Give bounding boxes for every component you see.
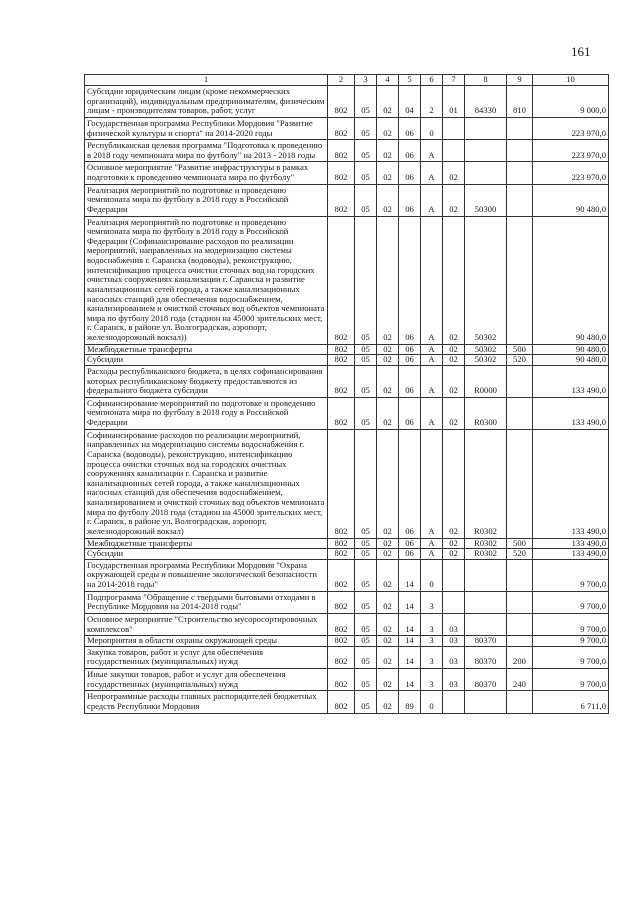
cell-program: 06 <box>399 162 421 184</box>
cell-name: Республиканская целевая программа "Подготовка к проведению в 2018 году чемпионата мира по футболу" на 2013 - 2018 годы <box>85 140 328 162</box>
cell-program: 06 <box>399 216 421 344</box>
table-body <box>85 86 609 714</box>
cell-name: Субсидии <box>85 549 328 560</box>
cell-amount: 133 490,0 <box>533 549 609 560</box>
cell-subprogram: 0 <box>421 559 443 591</box>
cell-section: 05 <box>355 162 377 184</box>
cell-section: 05 <box>355 669 377 691</box>
table-row <box>85 429 609 538</box>
cell-subsection: 02 <box>377 355 399 366</box>
cell-expense-type: 200 <box>507 646 533 668</box>
cell-direction <box>465 613 507 635</box>
cell-event <box>443 591 465 613</box>
cell-subsection: 02 <box>377 117 399 139</box>
cell-section: 05 <box>355 591 377 613</box>
cell-amount: 90 480,0 <box>533 216 609 344</box>
cell-direction: 50300 <box>465 184 507 216</box>
cell-ministry: 802 <box>328 184 355 216</box>
cell-program: 06 <box>399 397 421 429</box>
cell-program: 14 <box>399 613 421 635</box>
cell-expense-type: 500 <box>507 344 533 355</box>
cell-section: 05 <box>355 613 377 635</box>
cell-event: 03 <box>443 669 465 691</box>
cell-subprogram: А <box>421 162 443 184</box>
cell-name: Государственная программа Республики Мордовия "Развитие физической культуры и спорта" на 2014-2020 годы <box>85 117 328 139</box>
cell-subsection: 02 <box>377 691 399 713</box>
table-row <box>85 613 609 635</box>
header-row <box>85 75 609 86</box>
column-header-program: 5 <box>399 75 421 86</box>
cell-expense-type <box>507 613 533 635</box>
cell-amount: 223 970,0 <box>533 117 609 139</box>
cell-subprogram: А <box>421 184 443 216</box>
cell-event: 02 <box>443 365 465 397</box>
cell-expense-type <box>507 365 533 397</box>
cell-expense-type: 810 <box>507 86 533 118</box>
table-row <box>85 669 609 691</box>
cell-subprogram: А <box>421 344 443 355</box>
cell-ministry: 802 <box>328 549 355 560</box>
cell-name: Мероприятия в области охраны окружающей среды <box>85 636 328 647</box>
table-row <box>85 184 609 216</box>
cell-subsection: 02 <box>377 559 399 591</box>
page-number: 161 <box>571 44 591 59</box>
cell-subsection: 02 <box>377 429 399 538</box>
cell-subsection: 02 <box>377 86 399 118</box>
table-row <box>85 636 609 647</box>
table-row <box>85 397 609 429</box>
cell-ministry: 802 <box>328 613 355 635</box>
cell-name: Софинансирование расходов по реализации мероприятий, направленных на модернизацию системы водоснабжения г. Саранска (водоводы), реконструкцию, интенсификацию процесса очистки сточных вод на городских очистных сооружениях канализации г. Саранска и развитие канализационных сетей города, а также канализационных насосных станций для обеспечения водоснабжением, канализированием и очисткой сточных вод объектов чемпионата мира по футболу 2018 года (стадион на 45000 зрительских мест, г. Саранск, в районе ул. Волгоградская, аэропорт, железнодорожный вокзал) <box>85 429 328 538</box>
cell-program: 14 <box>399 591 421 613</box>
table-row <box>85 162 609 184</box>
cell-subsection: 02 <box>377 549 399 560</box>
table-row <box>85 549 609 560</box>
cell-direction <box>465 117 507 139</box>
cell-section: 05 <box>355 559 377 591</box>
table-row <box>85 538 609 549</box>
cell-name: Реализация мероприятий по подготовке и проведению чемпионата мира по футболу в 2018 году в Российской Федерации <box>85 184 328 216</box>
cell-section: 05 <box>355 549 377 560</box>
cell-subprogram: А <box>421 429 443 538</box>
table-row <box>85 365 609 397</box>
cell-event <box>443 559 465 591</box>
budget-table <box>84 74 609 714</box>
cell-amount: 9 700,0 <box>533 669 609 691</box>
cell-subprogram: А <box>421 397 443 429</box>
cell-subsection: 02 <box>377 669 399 691</box>
cell-subsection: 02 <box>377 365 399 397</box>
cell-name: Государственная программа Республики Мордовия "Охрана окружающей среды и повышение экологической безопасности на 2014-2018 годы" <box>85 559 328 591</box>
column-header-amount: 10 <box>533 75 609 86</box>
cell-expense-type <box>507 117 533 139</box>
cell-name: Расходы республиканского бюджета, в целях софинансирования которых республиканскому бюджету предоставляются из федерального бюджета субсидии <box>85 365 328 397</box>
cell-program: 06 <box>399 355 421 366</box>
cell-ministry: 802 <box>328 162 355 184</box>
column-header-ministry: 2 <box>328 75 355 86</box>
cell-amount: 133 490,0 <box>533 365 609 397</box>
column-header-expense-type: 9 <box>507 75 533 86</box>
cell-direction: R0302 <box>465 429 507 538</box>
cell-subsection: 02 <box>377 344 399 355</box>
cell-section: 05 <box>355 355 377 366</box>
cell-event: 02 <box>443 538 465 549</box>
cell-direction <box>465 162 507 184</box>
cell-subprogram: А <box>421 549 443 560</box>
table-row <box>85 344 609 355</box>
cell-amount: 9 700,0 <box>533 559 609 591</box>
cell-subprogram: 3 <box>421 646 443 668</box>
cell-section: 05 <box>355 365 377 397</box>
cell-expense-type: 520 <box>507 549 533 560</box>
cell-program: 89 <box>399 691 421 713</box>
cell-program: 14 <box>399 559 421 591</box>
cell-section: 05 <box>355 216 377 344</box>
cell-event: 02 <box>443 397 465 429</box>
cell-section: 05 <box>355 538 377 549</box>
cell-subsection: 02 <box>377 538 399 549</box>
cell-subprogram: 3 <box>421 613 443 635</box>
cell-program: 04 <box>399 86 421 118</box>
table-row <box>85 355 609 366</box>
cell-subsection: 02 <box>377 162 399 184</box>
cell-program: 06 <box>399 429 421 538</box>
cell-direction: 80370 <box>465 646 507 668</box>
cell-subprogram: А <box>421 216 443 344</box>
cell-section: 05 <box>355 86 377 118</box>
cell-event: 02 <box>443 355 465 366</box>
cell-ministry: 802 <box>328 591 355 613</box>
column-header-subprogram: 6 <box>421 75 443 86</box>
cell-name: Непрограммные расходы главных распорядителей бюджетных средств Республики Мордовия <box>85 691 328 713</box>
cell-expense-type <box>507 184 533 216</box>
cell-name: Подпрограмма "Обращение с твердыми бытовыми отходами в Республике Мордовия на 2014-2018 годы" <box>85 591 328 613</box>
cell-ministry: 802 <box>328 117 355 139</box>
cell-program: 06 <box>399 549 421 560</box>
cell-ministry: 802 <box>328 669 355 691</box>
cell-event <box>443 117 465 139</box>
cell-program: 06 <box>399 344 421 355</box>
cell-expense-type <box>507 591 533 613</box>
cell-amount: 9 700,0 <box>533 591 609 613</box>
table-header <box>85 75 609 86</box>
cell-program: 14 <box>399 636 421 647</box>
table-row <box>85 559 609 591</box>
cell-direction: R0302 <box>465 549 507 560</box>
cell-section: 05 <box>355 636 377 647</box>
cell-program: 06 <box>399 117 421 139</box>
table-row <box>85 117 609 139</box>
cell-amount: 90 480,0 <box>533 344 609 355</box>
cell-amount: 9 700,0 <box>533 636 609 647</box>
cell-ministry: 802 <box>328 397 355 429</box>
cell-section: 05 <box>355 117 377 139</box>
column-header-event: 7 <box>443 75 465 86</box>
cell-event: 02 <box>443 162 465 184</box>
cell-name: Межбюджетные трансферты <box>85 538 328 549</box>
cell-amount: 223 970,0 <box>533 140 609 162</box>
cell-expense-type <box>507 559 533 591</box>
cell-amount: 9 700,0 <box>533 646 609 668</box>
cell-name: Межбюджетные трансферты <box>85 344 328 355</box>
cell-ministry: 802 <box>328 646 355 668</box>
cell-direction: 80370 <box>465 669 507 691</box>
cell-name: Основное мероприятие "Развитие инфраструктуры в рамках подготовки к проведению чемпионата мира по футболу" <box>85 162 328 184</box>
cell-subprogram: 2 <box>421 86 443 118</box>
cell-subprogram: 0 <box>421 117 443 139</box>
table-row <box>85 140 609 162</box>
cell-program: 06 <box>399 538 421 549</box>
table-row <box>85 591 609 613</box>
cell-event: 02 <box>443 344 465 355</box>
cell-amount: 133 490,0 <box>533 538 609 549</box>
cell-name: Реализация мероприятий по подготовке и проведению чемпионата мира по футболу в 2018 году в Российской Федерации (Софинансирование расходов по реализации мероприятий, направленных на модернизацию системы водоснабжения г. Саранска (водоводы), реконструкцию, интенсификацию процесса очистки сточных вод на городских очистных сооружениях канализации г. Саранска и развитие канализационных сетей города, а также канализационных насосных станций для обеспечения водоснабжением, канализированием и очисткой сточных вод объектов чемпионата мира по футболу 2018 года (стадион на 45000 зрительских мест, г. Саранск, в районе ул. Волгоградская, аэропорт, железнодорожный вокзал)) <box>85 216 328 344</box>
cell-event: 02 <box>443 549 465 560</box>
cell-expense-type <box>507 216 533 344</box>
cell-program: 14 <box>399 669 421 691</box>
cell-amount: 9 000,0 <box>533 86 609 118</box>
cell-section: 05 <box>355 691 377 713</box>
cell-subsection: 02 <box>377 184 399 216</box>
table-row <box>85 216 609 344</box>
cell-subprogram: А <box>421 538 443 549</box>
cell-ministry: 802 <box>328 355 355 366</box>
cell-subprogram: А <box>421 365 443 397</box>
cell-name: Иные закупки товаров, работ и услуг для обеспечения государственных (муниципальных) нужд <box>85 669 328 691</box>
cell-subprogram: 3 <box>421 669 443 691</box>
cell-ministry: 802 <box>328 86 355 118</box>
cell-direction: 80370 <box>465 636 507 647</box>
cell-direction <box>465 591 507 613</box>
cell-expense-type <box>507 636 533 647</box>
cell-subprogram: А <box>421 140 443 162</box>
cell-event <box>443 140 465 162</box>
cell-ministry: 802 <box>328 365 355 397</box>
cell-subprogram: 3 <box>421 591 443 613</box>
cell-expense-type: 500 <box>507 538 533 549</box>
cell-subsection: 02 <box>377 646 399 668</box>
cell-ministry: 802 <box>328 636 355 647</box>
cell-amount: 9 700,0 <box>533 613 609 635</box>
cell-expense-type <box>507 162 533 184</box>
cell-name: Субсидии <box>85 355 328 366</box>
cell-direction: R0300 <box>465 397 507 429</box>
cell-direction <box>465 559 507 591</box>
cell-event: 03 <box>443 636 465 647</box>
cell-subsection: 02 <box>377 397 399 429</box>
cell-expense-type <box>507 140 533 162</box>
cell-section: 05 <box>355 646 377 668</box>
table-row <box>85 646 609 668</box>
cell-direction <box>465 691 507 713</box>
cell-direction: 50302 <box>465 355 507 366</box>
cell-section: 05 <box>355 140 377 162</box>
column-header-direction: 8 <box>465 75 507 86</box>
cell-program: 06 <box>399 365 421 397</box>
cell-program: 06 <box>399 140 421 162</box>
cell-section: 05 <box>355 429 377 538</box>
cell-direction <box>465 140 507 162</box>
cell-subsection: 02 <box>377 140 399 162</box>
cell-amount: 6 711,0 <box>533 691 609 713</box>
column-header-subsection: 4 <box>377 75 399 86</box>
cell-event: 01 <box>443 86 465 118</box>
cell-name: Основное мероприятие "Строительство мусоросортировочных комплексов" <box>85 613 328 635</box>
table-row <box>85 691 609 713</box>
cell-direction: 50302 <box>465 344 507 355</box>
cell-amount: 133 490,0 <box>533 429 609 538</box>
cell-event: 02 <box>443 429 465 538</box>
cell-subsection: 02 <box>377 636 399 647</box>
cell-event: 02 <box>443 216 465 344</box>
cell-ministry: 802 <box>328 429 355 538</box>
cell-ministry: 802 <box>328 538 355 549</box>
cell-direction: 84330 <box>465 86 507 118</box>
cell-section: 05 <box>355 184 377 216</box>
cell-section: 05 <box>355 344 377 355</box>
cell-event: 03 <box>443 613 465 635</box>
cell-program: 14 <box>399 646 421 668</box>
cell-event: 03 <box>443 646 465 668</box>
cell-amount: 90 480,0 <box>533 355 609 366</box>
cell-section: 05 <box>355 397 377 429</box>
cell-subprogram: А <box>421 355 443 366</box>
cell-subsection: 02 <box>377 216 399 344</box>
cell-ministry: 802 <box>328 216 355 344</box>
cell-expense-type <box>507 691 533 713</box>
cell-event: 02 <box>443 184 465 216</box>
cell-amount: 90 480,0 <box>533 184 609 216</box>
cell-name: Субсидии юридическим лицам (кроме некоммерческих организаций), индивидуальным предпринимателям, физическим лицам - производителям товаров, работ, услуг <box>85 86 328 118</box>
cell-event <box>443 691 465 713</box>
cell-expense-type <box>507 397 533 429</box>
cell-amount: 223 970,0 <box>533 162 609 184</box>
cell-program: 06 <box>399 184 421 216</box>
cell-direction: 50302 <box>465 216 507 344</box>
cell-ministry: 802 <box>328 559 355 591</box>
cell-ministry: 802 <box>328 344 355 355</box>
cell-name: Закупка товаров, работ и услуг для обеспечения государственных (муниципальных) нужд <box>85 646 328 668</box>
column-header-section: 3 <box>355 75 377 86</box>
cell-ministry: 802 <box>328 140 355 162</box>
cell-subsection: 02 <box>377 613 399 635</box>
cell-subsection: 02 <box>377 591 399 613</box>
cell-subprogram: 0 <box>421 691 443 713</box>
cell-expense-type <box>507 429 533 538</box>
column-header-name: 1 <box>85 75 328 86</box>
cell-amount: 133 490,0 <box>533 397 609 429</box>
cell-expense-type: 520 <box>507 355 533 366</box>
table-row <box>85 86 609 118</box>
cell-direction: R0000 <box>465 365 507 397</box>
cell-name: Софинансирование мероприятий по подготовке и проведению чемпионата мира по футболу в 2018 году в Российской Федерации <box>85 397 328 429</box>
cell-expense-type: 240 <box>507 669 533 691</box>
cell-direction: R0302 <box>465 538 507 549</box>
cell-subprogram: 3 <box>421 636 443 647</box>
cell-ministry: 802 <box>328 691 355 713</box>
